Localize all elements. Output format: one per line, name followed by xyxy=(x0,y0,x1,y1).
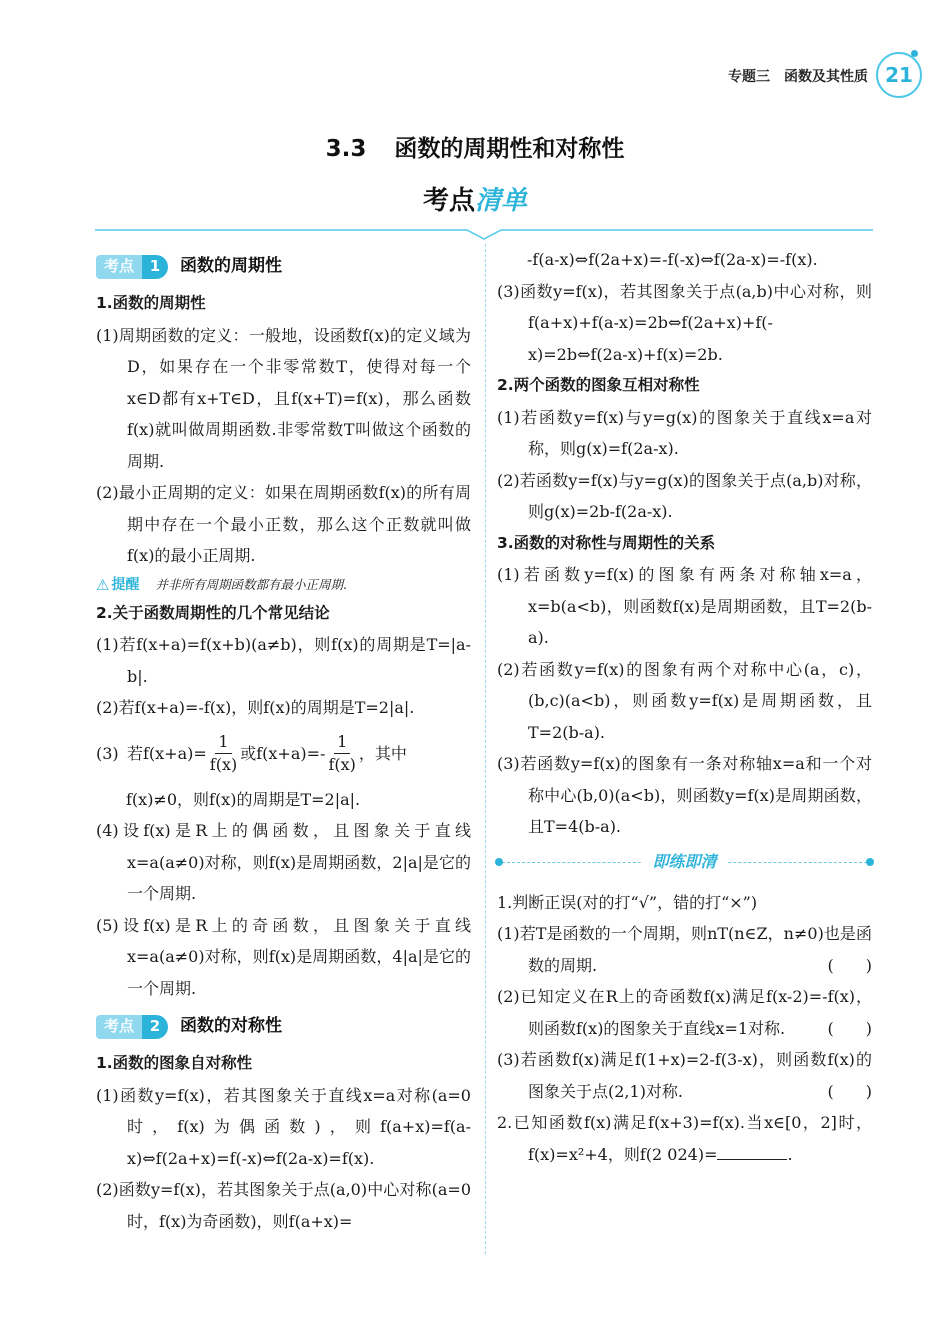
section-title xyxy=(0,130,950,163)
exercise-text: (2)已知定义在R上的奇函数f(x)满足f(x-2)=-f(x)，则函数f(x)的图象关于直线x=1对称. xyxy=(497,987,872,1038)
kaodian-1-heading xyxy=(96,250,471,284)
exercise-item xyxy=(497,1044,872,1107)
column-divider xyxy=(485,244,486,1254)
banner-underline xyxy=(95,228,873,240)
kaodian-number: 2 xyxy=(142,1015,168,1039)
exercise-text: 2.已知函数f(x)满足f(x+3)=f(x).当x∈[0，2]时，f(x)=x²+4，则f(2 024)= xyxy=(497,1113,872,1164)
running-header xyxy=(728,60,913,92)
dot-icon xyxy=(866,858,874,866)
tip-label: 提醒 xyxy=(111,576,140,593)
paragraph: f(x)≠0，则f(x)的周期是T=2|a|. xyxy=(126,789,361,809)
page-dot-icon xyxy=(911,50,918,57)
fraction xyxy=(210,731,237,776)
paragraph: (2)函数y=f(x)，若其图象关于点(a,0)中心对称(a=0时，f(x)为奇函数)，则f(a+x)= xyxy=(96,1180,471,1231)
exercise-item xyxy=(497,981,872,1044)
kaodian-tag: 考点 xyxy=(96,1015,142,1039)
tip-text: 并非所有周期函数都有最小正周期. xyxy=(155,576,347,592)
answer-parentheses: ( ) xyxy=(827,1081,872,1101)
paragraph: (1)函数y=f(x)，若其图象关于直线x=a对称(a=0时，f(x)为偶函数)，则f(a+x)=f(a-x)⇔f(2a+x)=f(-x)⇔f(2a-x)=f(x). xyxy=(96,1085,471,1168)
paragraph: (2)最小正周期的定义：如果在周期函数f(x)的所有周期中存在一个最小正数，那么这个正数就叫做f(x)的最小正周期. xyxy=(96,483,471,565)
subheading: 3.函数的对称性与周期性的关系 xyxy=(497,533,716,552)
paragraph: (3)函数y=f(x)，若其图象关于点(a,b)中心对称，则f(a+x)+f(a-x)=2b⇔f(2a+x)+f(-x)=2b⇔f(2a-x)+f(x)=2b. xyxy=(497,281,872,364)
subheading: 1.函数的图象自对称性 xyxy=(96,1054,253,1072)
numerator: 1 xyxy=(334,731,350,754)
answer-blank xyxy=(717,1140,787,1160)
formula-text: 若f(x+a)= xyxy=(127,743,207,763)
kaodian-banner xyxy=(0,180,950,217)
section-title-text: 函数的周期性和对称性 xyxy=(394,136,625,162)
fraction xyxy=(328,731,355,776)
numerator: 1 xyxy=(215,731,231,754)
practice-heading xyxy=(497,847,872,877)
item-number: (3) xyxy=(96,743,119,763)
denominator: f(x) xyxy=(209,755,238,774)
kaodian-2-heading xyxy=(96,1010,471,1044)
exercise-text: (1)若T是函数的一个周期，则nT(n∈Z，n≠0)也是函数的周期. xyxy=(497,924,872,975)
answer-parentheses: ( ) xyxy=(827,955,872,975)
paragraph: (4)设f(x)是R上的偶函数，且图象关于直线x=a(a≠0)对称，则f(x)是周期函数，2|a|是它的一个周期. xyxy=(96,821,471,903)
section-number: 3.3 xyxy=(325,136,367,162)
paragraph: (2)若函数y=f(x)与y=g(x)的图象关于点(a,b)对称，则g(x)=2b-f(2a-x). xyxy=(497,470,872,521)
practice-title: 即练即清 xyxy=(642,846,726,878)
kaodian-title: 函数的周期性 xyxy=(180,256,283,277)
header-topic: 专题三 xyxy=(728,69,770,85)
answer-parentheses: ( ) xyxy=(827,1018,872,1038)
paragraph: (3)若函数y=f(x)的图象有一条对称轴x=a和一个对称中心(b,0)(a<b)，则函数y=f(x)是周期函数，且T=4(b-a). xyxy=(497,754,872,836)
subheading: 1.函数的周期性 xyxy=(96,294,206,312)
subheading: 2.两个函数的图象互相对称性 xyxy=(497,376,700,394)
paragraph: (1)周期函数的定义：一般地，设函数f(x)的定义域为D，如果存在一个非零常数T，使得对每一个x∈D都有x+T∈D，且f(x+T)=f(x)，那么函数f(x)就叫做周期函数.非零常数T叫做这个函数的周期. xyxy=(96,325,471,471)
tip-note xyxy=(96,572,471,598)
formula-text: 或f(x+a)=- xyxy=(240,743,326,763)
kaodian-number: 1 xyxy=(142,255,168,279)
subheading: 2.关于函数周期性的几个常见结论 xyxy=(96,603,330,622)
paragraph: (2)若f(x+a)=-f(x)，则f(x)的周期是T=2|a|. xyxy=(96,698,415,717)
warning-icon: ⚠ xyxy=(96,575,110,594)
paragraph: (1)若f(x+a)=f(x+b)(a≠b)，则f(x)的周期是T=|a-b|. xyxy=(96,635,471,686)
exercise-end: . xyxy=(787,1144,793,1164)
paragraph: (2)若函数y=f(x)的图象有两个对称中心(a，c)，(b,c)(a<b)，则函数y=f(x)是周期函数，且T=2(b-a). xyxy=(497,659,872,742)
paragraph: (5)设f(x)是R上的奇函数，且图象关于直线x=a(a≠0)对称，则f(x)是周期函数，4|a|是它的一个周期. xyxy=(96,915,471,998)
paragraph: -f(a-x)⇔f(2a+x)=-f(-x)⇔f(2a-x)=-f(x). xyxy=(527,250,818,269)
right-column xyxy=(497,244,872,1170)
header-chapter: 函数及其性质 xyxy=(784,69,868,85)
banner-a: 考点 xyxy=(422,186,475,216)
exercise-1: 1.判断正误(对的打“√”，错的打“×”) xyxy=(497,892,758,912)
paragraph: (1)若函数y=f(x)的图象有两条对称轴x=a，x=b(a<b)，则函数f(x)是周期函数，且T=2(b-a). xyxy=(497,565,872,647)
kaodian-title: 函数的对称性 xyxy=(180,1016,283,1037)
denominator: f(x) xyxy=(328,755,356,774)
page-number: 21 xyxy=(876,52,922,98)
formula-line xyxy=(96,724,471,784)
formula-text: ，其中 xyxy=(358,743,407,763)
exercise-text: (3)若函数f(x)满足f(1+x)=2-f(3-x)，则函数f(x)的图象关于点(2,1)对称. xyxy=(497,1050,872,1101)
dot-icon xyxy=(495,858,503,866)
banner-b: 清单 xyxy=(475,186,528,216)
kaodian-tag: 考点 xyxy=(96,255,142,279)
exercise-2 xyxy=(497,1107,872,1170)
exercise-item xyxy=(497,918,872,981)
paragraph: (1)若函数y=f(x)与y=g(x)的图象关于直线x=a对称，则g(x)=f(2a-x). xyxy=(497,407,872,458)
left-column xyxy=(96,244,471,1237)
